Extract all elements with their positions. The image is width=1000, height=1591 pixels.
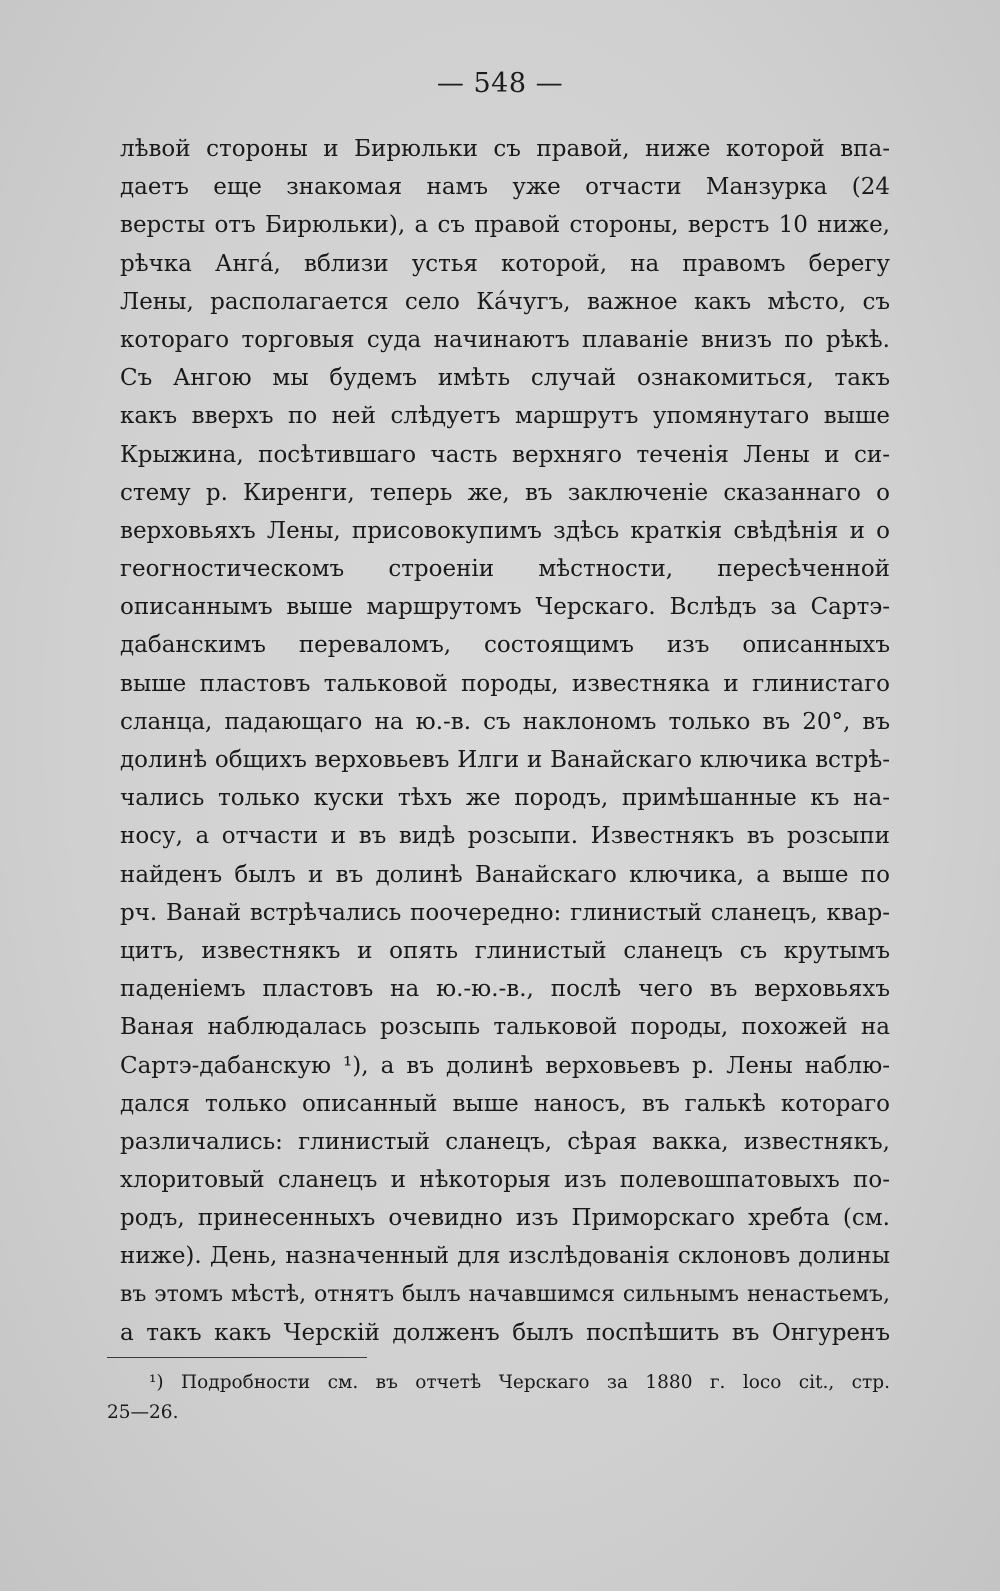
main-text-block bbox=[120, 130, 890, 1352]
footnote bbox=[107, 1368, 890, 1428]
text-line: паденіемъ пластовъ на ю.-ю.-в., послѣ чего въ верховьяхъ bbox=[120, 976, 890, 1003]
text-line: найденъ былъ и въ долинѣ Ванайскаго ключика, а выше по bbox=[120, 861, 890, 888]
text-line: чались только куски тѣхъ же породъ, примѣшанные къ на- bbox=[120, 785, 890, 812]
text-line: Сартэ-дабанскую ¹), а въ долинѣ верховьевъ р. Лены наблю- bbox=[120, 1052, 890, 1079]
text-line: версты отъ Бирюльки), а съ правой стороны, верстъ 10 ниже, bbox=[120, 212, 890, 239]
text-line: геогностическомъ строеніи мѣстности, пересѣченной bbox=[120, 556, 890, 583]
text-line: верховьяхъ Лены, присовокупимъ здѣсь краткія свѣдѣнія и о bbox=[120, 517, 890, 544]
text-line: различались: глинистый сланецъ, сѣрая вакка, известнякъ, bbox=[120, 1128, 890, 1155]
text-line: описаннымъ выше маршрутомъ Черскаго. Вслѣдъ за Сартэ- bbox=[120, 594, 890, 621]
text-line: Ваная наблюдалась розсыпь тальковой породы, похожей на bbox=[120, 1014, 890, 1041]
text-line: рч. Ванай встрѣчались поочередно: глинистый сланецъ, квар- bbox=[120, 899, 890, 926]
text-line: сланца, падающаго на ю.-в. съ наклономъ только въ 20°, въ bbox=[120, 708, 890, 735]
text-line: хлоритовый сланецъ и нѣкоторыя изъ полевошпатовыхъ по- bbox=[120, 1167, 890, 1194]
text-line: носу, а отчасти и въ видѣ розсыпи. Известнякъ въ розсыпи bbox=[120, 823, 890, 850]
text-line: цитъ, известнякъ и опять глинистый сланецъ съ крутымъ bbox=[120, 937, 890, 964]
footnote-line: 25—26. bbox=[107, 1402, 179, 1423]
text-line: какъ вверхъ по ней слѣдуетъ маршрутъ упомянутаго выше bbox=[120, 403, 890, 430]
text-line: родъ, принесенныхъ очевидно изъ Приморскаго хребта (см. bbox=[120, 1205, 890, 1232]
text-line: а такъ какъ Черскій долженъ былъ поспѣшить въ Онгуренъ bbox=[120, 1319, 890, 1346]
footnote-line: ¹) Подробности см. въ отчетѣ Черскаго за 1880 г. loco cit., стр. bbox=[149, 1372, 890, 1393]
text-line: въ этомъ мѣстѣ, отнятъ былъ начавшимся сильнымъ ненастьемъ, bbox=[120, 1281, 890, 1307]
text-line: ниже). День, назначенный для изслѣдованія склоновъ долины bbox=[120, 1243, 890, 1270]
text-line: выше пластовъ тальковой породы, известняка и глинистаго bbox=[120, 670, 890, 697]
text-line: котораго торговыя суда начинаютъ плаваніе внизъ по рѣкѣ. bbox=[120, 326, 890, 353]
text-line: Съ Ангою мы будемъ имѣть случай ознакомиться, такъ bbox=[120, 365, 890, 392]
text-line: долинѣ общихъ верховьевъ Илги и Ванайскаго ключика встрѣ- bbox=[120, 747, 890, 773]
text-line: дался только описанный выше наносъ, въ галькѣ котораго bbox=[120, 1090, 890, 1117]
text-line: лѣвой стороны и Бирюльки съ правой, ниже которой впа- bbox=[120, 136, 890, 162]
page-number: — 548 — bbox=[436, 68, 564, 99]
text-line: дабанскимъ переваломъ, состоящимъ изъ описанныхъ bbox=[120, 632, 890, 659]
text-line: рѣчка Ангá, вблизи устья которой, на правомъ берегу bbox=[120, 250, 890, 277]
text-line: Крыжина, посѣтившаго часть верхняго теченія Лены и си- bbox=[120, 441, 890, 468]
footnote-divider bbox=[107, 1357, 367, 1358]
text-line: Лены, располагается село Кáчугъ, важное какъ мѣсто, съ bbox=[120, 288, 890, 315]
text-line: стему р. Киренги, теперь же, въ заключеніе сказаннаго о bbox=[120, 479, 890, 506]
text-line: даетъ еще знакомая намъ уже отчасти Манзурка (24 bbox=[120, 174, 890, 201]
